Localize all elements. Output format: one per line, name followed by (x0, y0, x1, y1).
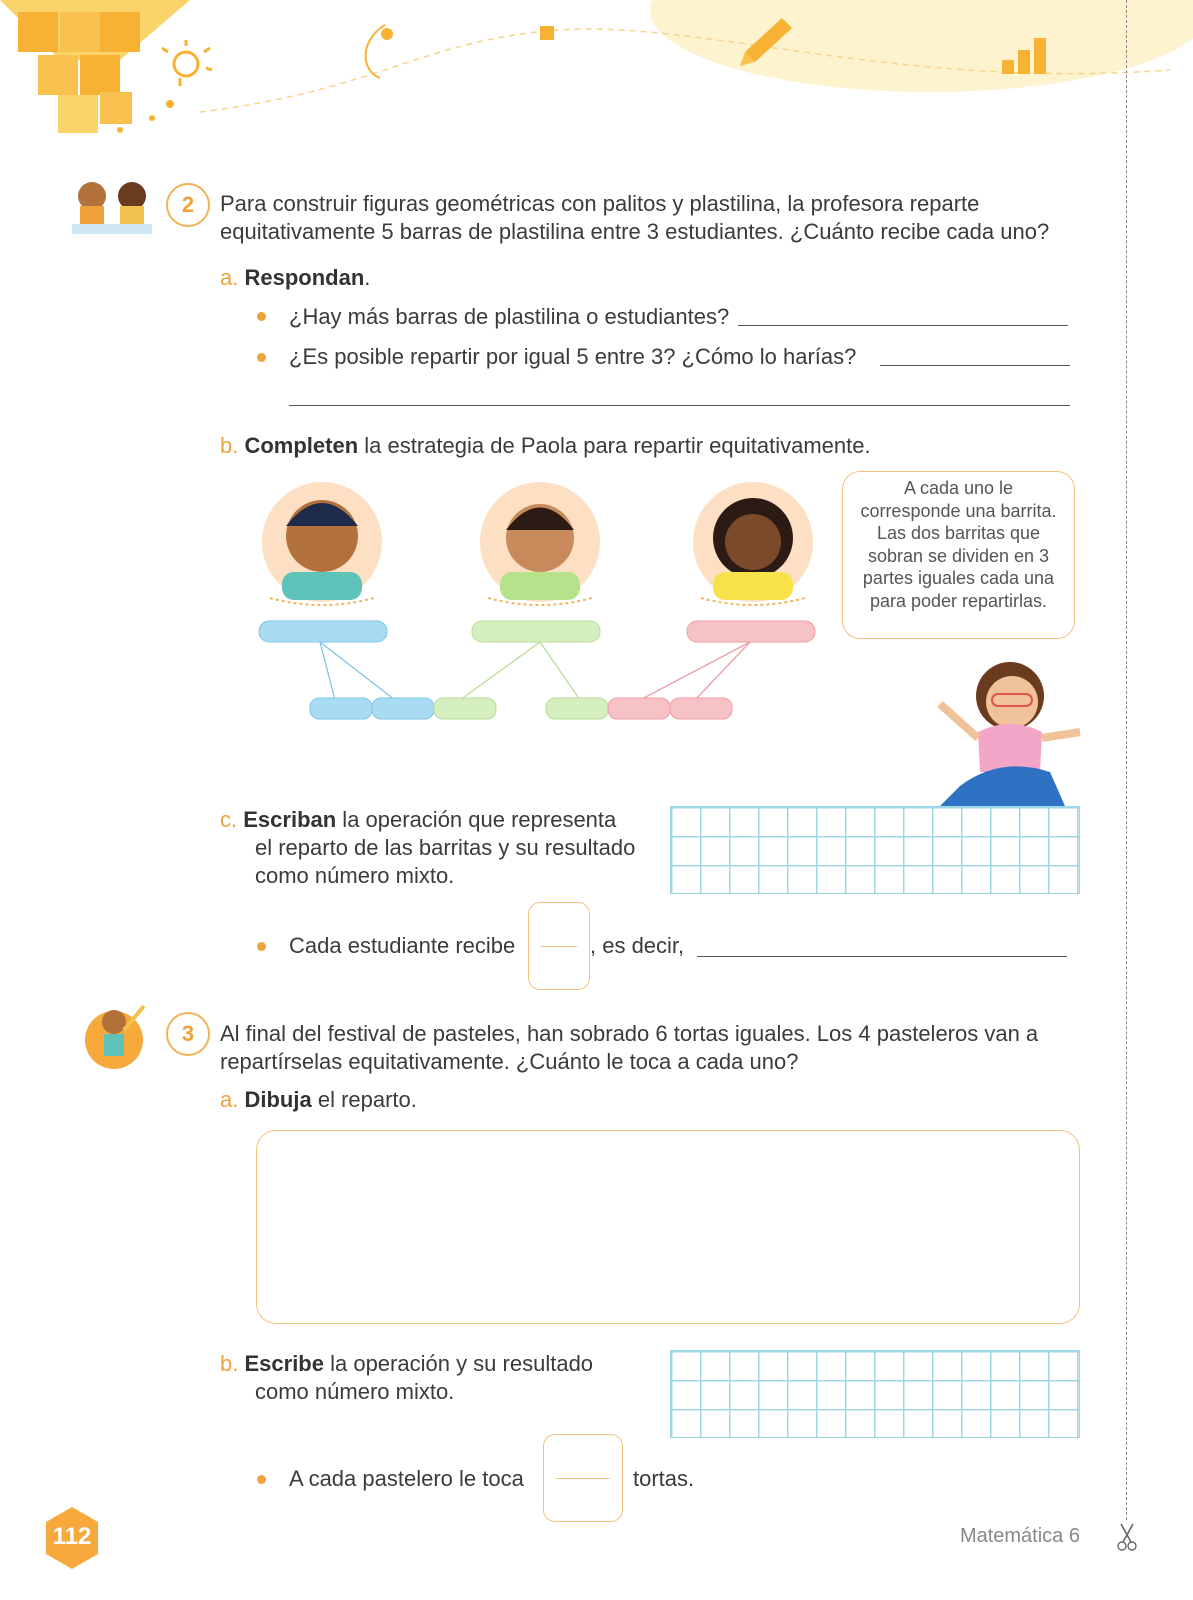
student-boy-avatar (262, 482, 382, 605)
exercise-2c-line-3: como número mixto. (255, 863, 455, 888)
item-letter: c. (220, 807, 238, 832)
exercise-2-question-line-1: Para construir figuras geométricas con palitos y plastilina, la profesora reparte (220, 191, 980, 216)
pink-bar (687, 621, 815, 642)
page-number: 112 (52, 1523, 92, 1550)
blue-bar (259, 621, 387, 642)
tortas-label: tortas. (633, 1466, 695, 1491)
hexagon-cubes-icon (0, 0, 190, 133)
pink-piece (608, 698, 670, 719)
item-letter: b. (220, 1351, 239, 1376)
exercise-3-number: 3 (166, 1012, 210, 1056)
item-rest: la operación que representa (336, 807, 617, 832)
student-girl-curly-avatar (693, 482, 813, 605)
header-decoration (0, 0, 1193, 160)
exercise-3-question-line-1: Al final del festival de pasteles, han sobrado 6 tortas iguales. Los 4 pasteleros van a (220, 1021, 1039, 1046)
item-verb: Completen (244, 433, 359, 458)
paola-character (930, 646, 1090, 806)
cut-line (1126, 0, 1127, 1520)
child-with-pencil-icon (84, 1000, 150, 1074)
bullet (257, 353, 266, 362)
sharing-diagram (250, 480, 830, 720)
operation-grid-3b[interactable] (670, 1350, 1080, 1438)
drawing-area[interactable] (256, 1130, 1080, 1324)
exercise-2-number: 2 (166, 183, 210, 227)
green-piece (546, 698, 608, 719)
item-verb: Escribe (244, 1351, 324, 1376)
exercise-2a (220, 264, 370, 292)
scissors-icon (1116, 1522, 1138, 1552)
item-rest: la estrategia de Paola para repartir equitativamente. (358, 433, 871, 458)
bullet (257, 942, 266, 951)
answer-line-2[interactable] (880, 365, 1070, 366)
paola-speech-bubble: A cada uno le corresponde una barrita. Las dos barritas que sobran se dividen en 3 partes iguales cada una para poder repartirlas. (842, 471, 1075, 639)
exercise-3b-line-2: como número mixto. (255, 1379, 455, 1404)
exercise-2b (220, 432, 871, 460)
exercise-2c-line-1 (220, 806, 616, 834)
answer-line-3[interactable] (289, 405, 1070, 406)
page-number-badge (44, 1507, 100, 1569)
item-letter: a. (220, 1087, 239, 1112)
exercise-2-question-line-2: equitativamente 5 barras de plastilina entre 3 estudiantes. ¿Cuánto recibe cada uno? (220, 219, 1050, 244)
bullet (257, 1475, 266, 1484)
item-verb: Escriban (243, 807, 337, 832)
item-letter: a. (220, 265, 239, 290)
fraction-answer-box-2c[interactable] (528, 902, 590, 990)
exercise-2c-line-2: el reparto de las barritas y su resultado (255, 835, 636, 860)
blue-piece (310, 698, 372, 719)
answer-line-1[interactable] (738, 325, 1068, 326)
lightbulb-icon (162, 40, 212, 86)
children-reading-icon (70, 172, 156, 240)
exercise-3b-line-1 (220, 1350, 593, 1378)
es-decir-label: , es decir, (590, 933, 685, 958)
student-girl-avatar (480, 482, 600, 605)
item-rest: . (364, 265, 371, 290)
item-verb: Respondan (244, 265, 365, 290)
item-verb: Dibuja (244, 1087, 312, 1112)
item-letter: b. (220, 433, 239, 458)
each-student-receives-label: Cada estudiante recibe (289, 933, 516, 958)
fraction-answer-box-3b[interactable] (543, 1434, 623, 1522)
question-possible-to-divide: ¿Es posible repartir por igual 5 entre 3? ¿Cómo lo harías? (289, 344, 857, 369)
pink-piece (670, 698, 732, 719)
item-rest: el reparto. (311, 1087, 417, 1112)
answer-line-2c[interactable] (697, 956, 1067, 957)
exercise-3a (220, 1086, 417, 1114)
item-rest: la operación y su resultado (323, 1351, 594, 1376)
bullet (257, 312, 266, 321)
question-more-bars: ¿Hay más barras de plastilina o estudiantes? (289, 304, 730, 329)
green-bar (472, 621, 600, 642)
book-title: Matemática 6 (959, 1525, 1080, 1547)
blue-piece (372, 698, 434, 719)
green-piece (434, 698, 496, 719)
operation-grid-2c[interactable] (670, 806, 1080, 894)
each-baker-gets-label: A cada pastelero le toca (289, 1466, 524, 1491)
exercise-3-question-line-2: repartírselas equitativamente. ¿Cuánto le toca a cada uno? (220, 1049, 799, 1074)
